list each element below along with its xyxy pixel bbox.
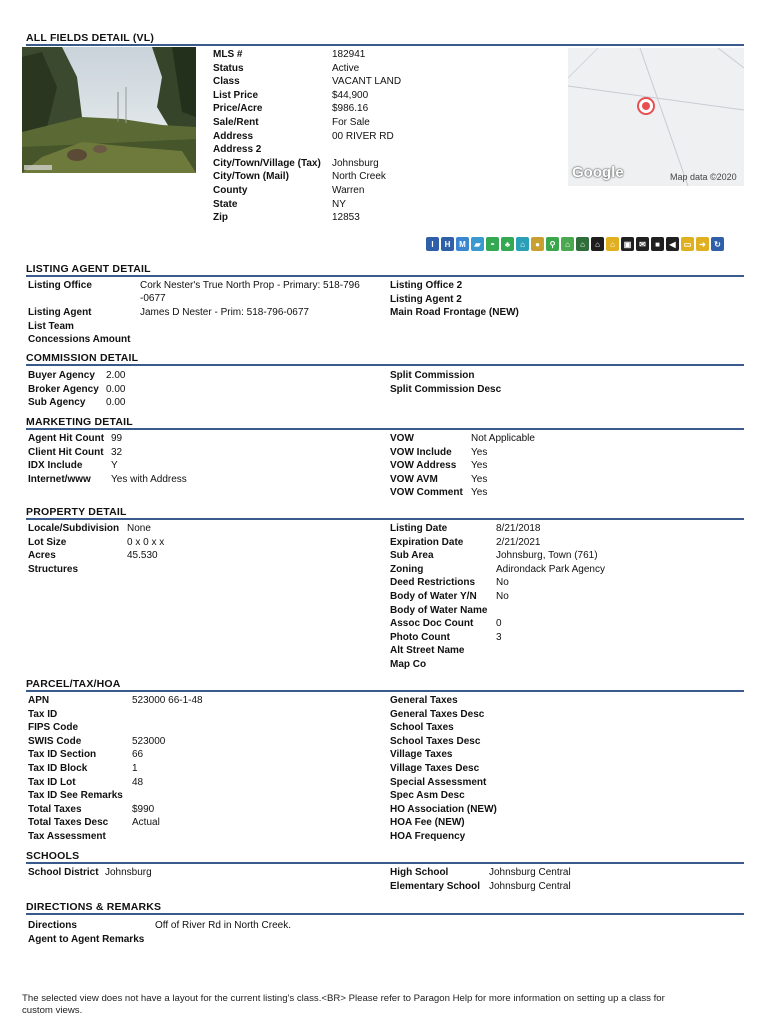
property-label: Structures [28, 563, 79, 575]
list-team-label: List Team [28, 321, 74, 332]
schools-title: SCHOOLS [26, 850, 80, 862]
parcel-label: FIPS Code [28, 722, 79, 734]
parcel-value: $990 [132, 803, 155, 815]
parcel-value: 48 [132, 776, 144, 788]
megaphone-icon[interactable]: ◀ [666, 237, 679, 251]
property-photo-image [22, 47, 196, 173]
property-right-label: Map Co [390, 659, 427, 670]
summary-value: North Creek [332, 171, 386, 183]
parcel-rule [26, 690, 744, 692]
home-dark-icon[interactable]: ⌂ [591, 237, 604, 251]
commission-label: Broker Agency [28, 383, 99, 395]
info-icon[interactable]: I [426, 237, 439, 251]
marketing-right-label: VOW Address [390, 460, 457, 472]
marketing-value: 32 [111, 446, 123, 458]
property-value: 0 x 0 x x [127, 536, 165, 548]
parcel-right-label: School Taxes Desc [390, 735, 481, 747]
property-value: 45.530 [127, 550, 158, 562]
location-map[interactable] [568, 48, 744, 186]
school-icon[interactable]: ◓ [486, 237, 499, 251]
commission-rule [26, 364, 744, 366]
parcel-value: 66 [132, 749, 144, 761]
summary-value: VACANT LAND [332, 76, 402, 88]
map-marker-icon[interactable] [636, 96, 656, 116]
parcel-right-label: School Taxes [390, 722, 454, 734]
footer-message: The selected view does not have a layout for the current listing's class.<BR> Please refer to Paragon Help for more information on setting up a class for [22, 993, 665, 1004]
property-right-value: 3 [496, 631, 502, 643]
parcel-right-label: HOA Fee (NEW) [390, 817, 465, 829]
property-right-value: Johnsburg, Town (761) [496, 550, 598, 562]
property-right-value: 8/21/2018 [496, 523, 541, 534]
concessions-label: Concessions Amount [28, 334, 131, 345]
house-outline-icon[interactable]: ⌂ [516, 237, 529, 251]
property-title: PROPERTY DETAIL [26, 506, 127, 518]
listing-office-value: Cork Nester's True North Prop - Primary: 518-796 [140, 280, 360, 291]
property-right-label: Sub Area [390, 550, 434, 562]
marketing-right-value: Yes [471, 460, 488, 472]
property-right-value: Adirondack Park Agency [496, 563, 605, 575]
summary-label: Sale/Rent [213, 117, 259, 128]
listing-agent-right-label: Listing Agent 2 [390, 293, 462, 305]
marketing-label: Internet/www [28, 473, 91, 485]
summary-label: Class [213, 76, 240, 88]
summary-label: State [213, 198, 238, 210]
marketing-right-value: Yes [471, 487, 488, 499]
schools-rule [26, 862, 744, 864]
property-right-label: Body of Water Y/N [390, 591, 477, 602]
summary-label: County [213, 185, 248, 196]
parcel-right-label: General Taxes Desc [390, 708, 485, 720]
summary-label: Address 2 [213, 144, 262, 156]
parcel-label: SWIS Code [28, 735, 82, 747]
parcel-right-label: Special Assessment [390, 776, 487, 788]
commission-label: Buyer Agency [28, 370, 95, 381]
parcel-right-label: Village Taxes Desc [390, 763, 480, 774]
commission-title: COMMISSION DETAIL [26, 352, 139, 364]
listing-agent-rule [26, 275, 744, 277]
parcel-value: 523000 66-1-48 [132, 695, 203, 706]
directions-title: DIRECTIONS & REMARKS [26, 901, 162, 913]
property-photo[interactable] [22, 47, 196, 173]
marketing-right-label: VOW Comment [390, 487, 463, 499]
property-right-label: Assoc Doc Count [390, 618, 474, 630]
parcel-label: Tax ID [28, 708, 58, 720]
marketing-label: IDX Include [28, 460, 83, 472]
listing-agent-label: Listing Agent [28, 307, 92, 318]
dots-icon[interactable]: ● [531, 237, 544, 251]
tree-icon[interactable]: ♣ [501, 237, 514, 251]
summary-label: Status [213, 62, 244, 74]
school-label: Elementary School [390, 880, 481, 892]
marketing-right-value: Yes [471, 446, 488, 458]
property-right-label: Listing Date [390, 523, 448, 534]
parcel-right-label: HOA Frequency [390, 831, 466, 842]
directions-value: Off of River Rd in North Creek. [155, 920, 291, 931]
school-label: High School [390, 867, 449, 878]
parcel-value: 523000 [132, 735, 166, 747]
listing-office-value-cont: -0677 [140, 293, 166, 304]
marketing-value: 99 [111, 433, 123, 444]
summary-value: 00 RIVER RD [332, 130, 394, 142]
page-title: ALL FIELDS DETAIL (VL) [26, 32, 155, 44]
marketing-label: Client Hit Count [28, 446, 104, 458]
property-right-value: 2/21/2021 [496, 536, 541, 548]
parcel-label: Tax ID Block [28, 763, 88, 774]
marketing-right-value: Not Applicable [471, 433, 535, 444]
map-attribution: Map data ©2020 [670, 172, 737, 182]
parcel-right-label: Village Taxes [390, 749, 453, 761]
marketing-rule [26, 428, 744, 430]
action-icon-bar [426, 237, 724, 253]
header-rule [26, 44, 744, 46]
property-right-value: No [496, 591, 509, 602]
walk-icon[interactable]: ⚲ [546, 237, 559, 251]
directions-rule [26, 913, 744, 915]
home-icon-1[interactable]: ⌂ [561, 237, 574, 251]
property-right-label: Photo Count [390, 631, 450, 643]
school-district-label: School District [28, 867, 99, 878]
commission-value: 2.00 [106, 370, 126, 381]
school-value: Johnsburg Central [489, 867, 571, 878]
listing-agent-title: LISTING AGENT DETAIL [26, 263, 151, 275]
parcel-label: APN [28, 695, 50, 706]
parcel-label: Tax Assessment [28, 831, 106, 842]
home-icon-2[interactable]: ⌂ [576, 237, 589, 251]
commission-right-label: Split Commission Desc [390, 383, 502, 395]
summary-label: List Price [213, 89, 259, 101]
summary-value: $986.16 [332, 103, 369, 115]
property-right-value: No [496, 577, 509, 589]
parcel-title: PARCEL/TAX/HOA [26, 678, 121, 690]
property-rule [26, 518, 744, 520]
photo-icon[interactable]: ▣ [621, 237, 634, 251]
parcel-value: Actual [132, 817, 160, 829]
property-right-value: 0 [496, 618, 502, 630]
google-logo: Google [572, 164, 624, 181]
summary-value: For Sale [332, 117, 370, 128]
listing-office-label: Listing Office [28, 280, 92, 291]
marketing-value: Yes with Address [111, 473, 187, 485]
property-right-label: Expiration Date [390, 536, 464, 548]
summary-value: 12853 [332, 212, 360, 224]
summary-value: Johnsburg [332, 157, 379, 169]
summary-value: NY [332, 198, 346, 210]
property-label: Locale/Subdivision [28, 523, 120, 534]
marketing-right-label: VOW Include [390, 446, 452, 458]
parcel-right-label: HO Association (NEW) [390, 803, 497, 815]
parcel-right-label: Spec Asm Desc [390, 790, 465, 802]
summary-label: City/Town (Mail) [213, 171, 289, 183]
parcel-value: 1 [132, 763, 138, 774]
agent-remarks-label: Agent to Agent Remarks [28, 934, 145, 945]
property-right-label: Zoning [390, 563, 424, 575]
folder-icon[interactable]: ▭ [681, 237, 694, 251]
summary-label: Price/Acre [213, 103, 263, 115]
parcel-label: Tax ID Lot [28, 776, 76, 788]
marketing-right-label: VOW [390, 433, 414, 444]
listing-agent-right-label: Listing Office 2 [390, 280, 463, 291]
summary-value: $44,900 [332, 89, 369, 101]
footer-message-cont: custom views. [22, 1005, 83, 1016]
property-right-label: Deed Restrictions [390, 577, 476, 589]
commission-right-label: Split Commission [390, 370, 475, 381]
listing-agent-right-label: Main Road Frontage (NEW) [390, 307, 519, 319]
summary-label: Address [213, 130, 254, 142]
parcel-label: Total Taxes [28, 803, 82, 815]
summary-value: 182941 [332, 49, 366, 60]
refresh-icon[interactable]: ↻ [711, 237, 724, 251]
summary-label: City/Town/Village (Tax) [213, 157, 321, 169]
mail-icon[interactable]: ✉ [636, 237, 649, 251]
property-label: Lot Size [28, 536, 67, 548]
video-icon[interactable]: ■ [651, 237, 664, 251]
share-icon[interactable]: ➜ [696, 237, 709, 251]
property-right-label: Body of Water Name [390, 604, 488, 616]
school-district-value: Johnsburg [105, 867, 152, 878]
marketing-value: Y [111, 460, 118, 472]
parcel-label: Total Taxes Desc [28, 817, 109, 829]
home-yellow-icon[interactable]: ⌂ [606, 237, 619, 251]
property-value: None [127, 523, 151, 534]
commission-label: Sub Agency [28, 397, 86, 409]
marketing-title: MARKETING DETAIL [26, 416, 133, 428]
summary-value: Warren [332, 185, 365, 196]
commission-value: 0.00 [106, 397, 126, 409]
marketing-right-label: VOW AVM [390, 473, 438, 485]
property-label: Acres [28, 550, 56, 562]
parcel-label: Tax ID See Remarks [28, 790, 123, 802]
map-icon[interactable]: M [456, 237, 469, 251]
school-value: Johnsburg Central [489, 880, 571, 892]
summary-label: MLS # [213, 49, 243, 60]
commission-value: 0.00 [106, 383, 126, 395]
history-icon[interactable]: H [441, 237, 454, 251]
summary-value: Active [332, 62, 360, 74]
parcel-label: Tax ID Section [28, 749, 97, 761]
property-right-label: Alt Street Name [390, 645, 465, 657]
parcel-right-label: General Taxes [390, 695, 458, 706]
listing-agent-value: James D Nester - Prim: 518-796-0677 [140, 307, 309, 318]
car-icon[interactable]: ▰ [471, 237, 484, 251]
summary-label: Zip [213, 212, 228, 224]
directions-label: Directions [28, 920, 77, 931]
marketing-right-value: Yes [471, 473, 488, 485]
marketing-label: Agent Hit Count [28, 433, 105, 444]
